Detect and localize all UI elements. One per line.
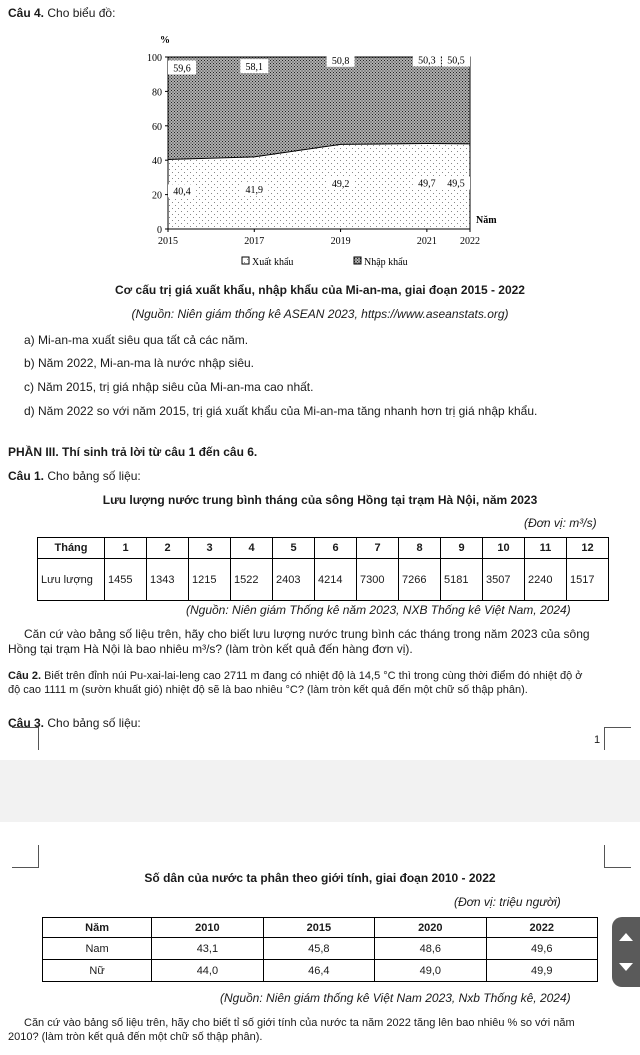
flow-value-cell: 2240 <box>525 559 567 601</box>
flow-month-cell: 12 <box>567 538 609 559</box>
q1-header <box>8 469 141 484</box>
q1-intro: Cho bảng số liệu: <box>47 469 141 483</box>
flow-month-cell: 9 <box>441 538 483 559</box>
q4-header <box>8 6 115 21</box>
legend-export-label: Xuất khẩu <box>252 257 294 268</box>
scroll-buttons <box>612 917 640 987</box>
page-gap <box>0 760 640 822</box>
import-data-label: 59,6 <box>173 63 191 75</box>
population-row-label: Nữ <box>43 960 152 982</box>
x-tick-label: 2022 <box>460 236 480 247</box>
flow-month-cell: 1 <box>105 538 147 559</box>
flow-value-cell: 2403 <box>273 559 315 601</box>
legend-import-swatch <box>354 257 361 264</box>
import-data-label: 50,8 <box>331 55 350 67</box>
q3-intro: Cho bảng số liệu: <box>47 716 141 730</box>
crop-mark-bottom-right <box>604 845 631 868</box>
population-row-label: Nam <box>43 938 152 960</box>
y-tick-label: 80 <box>152 87 162 99</box>
q1-unit: (Đơn vị: m³/s) <box>524 516 597 530</box>
flow-month-cell: 6 <box>315 538 357 559</box>
q4-statement-c: c) Năm 2015, trị giá nhập siêu của Mi-an-ma cao nhất. <box>24 380 314 394</box>
y-tick-label: 100 <box>147 53 162 64</box>
population-row-female <box>43 960 598 982</box>
flow-value-cell: 1522 <box>231 559 273 601</box>
part3-title: PHẦN III. Thí sinh trả lời từ câu 1 đến câu 6. <box>8 445 258 459</box>
flow-value-cell: 1215 <box>189 559 231 601</box>
scroll-up-icon[interactable] <box>619 933 633 941</box>
flow-table-flow-row <box>38 559 609 601</box>
x-axis-label: Năm <box>476 215 497 226</box>
flow-table-month-header: Tháng <box>38 538 105 559</box>
flow-value-cell: 1343 <box>147 559 189 601</box>
flow-month-cell: 8 <box>399 538 441 559</box>
y-tick-label: 0 <box>157 225 162 236</box>
x-tick-label: 2021 <box>416 236 437 247</box>
legend-import-label: Nhập khẩu <box>364 257 408 268</box>
q1-source: (Nguồn: Niên giám Thống kê năm 2023, NXB Thống kê Việt Nam, 2024) <box>186 603 571 617</box>
q4-statement-a: a) Mi-an-ma xuất siêu qua tất cả các năm. <box>24 333 249 347</box>
y-tick-label: 40 <box>152 156 162 168</box>
flow-month-cell: 10 <box>483 538 525 559</box>
flow-value-cell: 7300 <box>357 559 399 601</box>
population-value-cell: 49,0 <box>375 960 486 982</box>
population-year-cell: 2010 <box>152 918 263 938</box>
crop-mark-top-left <box>12 727 39 750</box>
flow-value-cell: 1455 <box>105 559 147 601</box>
population-year-cell: 2022 <box>486 918 597 938</box>
flow-table <box>37 537 609 601</box>
export-data-label: 40,4 <box>173 186 191 198</box>
population-value-cell: 49,6 <box>486 938 597 960</box>
population-value-cell: 49,9 <box>486 960 597 982</box>
export-data-label: 49,2 <box>331 178 350 190</box>
population-table-header-row <box>43 918 598 938</box>
flow-value-cell: 1517 <box>567 559 609 601</box>
export-data-label: 49,7 <box>418 178 436 190</box>
q3-heading: Câu 3. <box>8 716 45 730</box>
flow-month-cell: 4 <box>231 538 273 559</box>
q1-table-title: Lưu lượng nước trung bình tháng của sông Hồng tại trạm Hà Nội, năm 2023 <box>102 493 538 507</box>
population-table <box>42 917 598 982</box>
y-axis-label: % <box>160 35 170 46</box>
crop-mark-bottom-left <box>12 845 39 868</box>
flow-month-cell: 2 <box>147 538 189 559</box>
q2-heading: Câu 2. <box>8 670 42 682</box>
crop-mark-top-right <box>604 727 631 750</box>
q2-text: Biết trên đỉnh núi Pu-xai-lai-leng cao 2711 m đang có nhiệt độ là 14,5 °C thì trong cùng thời điểm đó nhiệt độ ở độ cao 1111 m (sườn khuất gió) nhiệt độ sẽ là bao nhiêu °C? (làm tròn kết quả đến một chữ số thập phân). <box>8 670 583 696</box>
population-value-cell: 48,6 <box>375 938 486 960</box>
import-data-label: 50,5 <box>447 55 465 67</box>
q4-statement-b: b) Năm 2022, Mi-an-ma là nước nhập siêu. <box>24 356 255 370</box>
export-data-label: 49,5 <box>447 178 465 190</box>
q4-heading: Câu 4. <box>8 6 45 20</box>
flow-month-cell: 11 <box>525 538 567 559</box>
x-tick-label: 2019 <box>330 236 351 247</box>
page-number: 1 <box>594 734 601 746</box>
population-value-cell: 43,1 <box>152 938 263 960</box>
export-data-label: 41,9 <box>245 185 264 197</box>
flow-value-cell: 3507 <box>483 559 525 601</box>
q3-question: Căn cứ vào bảng số liệu trên, hãy cho biết tỉ số giới tính của nước ta năm 2022 tăng lên bao nhiêu % so với năm 2010? (làm tròn kết quả đến một chữ số thập phân). <box>8 1017 575 1043</box>
export-import-area-chart <box>120 30 520 280</box>
y-tick-label: 20 <box>152 190 162 202</box>
import-data-label: 50,3 <box>418 55 436 67</box>
flow-table-flow-header: Lưu lượng <box>38 559 105 601</box>
population-year-cell: 2020 <box>375 918 486 938</box>
legend-export-swatch <box>242 257 249 264</box>
q4-chart-title: Cơ cấu trị giá xuất khẩu, nhập khẩu của Mi-an-ma, giai đoạn 2015 - 2022 <box>115 283 525 297</box>
flow-value-cell: 7266 <box>399 559 441 601</box>
population-value-cell: 46,4 <box>263 960 374 982</box>
q1-question: Căn cứ vào bảng số liệu trên, hãy cho biết lưu lượng nước trung bình các tháng trong năm 2023 của sông Hồng tại trạm Hà Nội là bao nhiêu m³/s? (làm tròn kết quả đến hàng đơn vị). <box>8 627 590 656</box>
q3-table-title: Số dân của nước ta phân theo giới tính, giai đoạn 2010 - 2022 <box>144 871 496 885</box>
population-year-header: Năm <box>43 918 152 938</box>
scroll-down-icon[interactable] <box>619 963 633 971</box>
flow-month-cell: 5 <box>273 538 315 559</box>
flow-month-cell: 3 <box>189 538 231 559</box>
q1-heading: Câu 1. <box>8 469 45 483</box>
q3-source: (Nguồn: Niên giám thống kê Việt Nam 2023, Nxb Thống kê, 2024) <box>220 991 571 1005</box>
q4-chart-source: (Nguồn: Niên giám thống kê ASEAN 2023, https://www.aseanstats.org) <box>131 307 509 321</box>
q3-unit: (Đơn vị: triệu người) <box>454 895 561 909</box>
q2-block <box>8 669 596 697</box>
flow-month-cell: 7 <box>357 538 399 559</box>
population-value-cell: 45,8 <box>263 938 374 960</box>
x-tick-label: 2015 <box>158 236 178 247</box>
population-year-cell: 2015 <box>263 918 374 938</box>
flow-value-cell: 5181 <box>441 559 483 601</box>
population-row-male <box>43 938 598 960</box>
q4-intro: Cho biểu đồ: <box>47 6 116 20</box>
population-value-cell: 44,0 <box>152 960 263 982</box>
import-data-label: 58,1 <box>245 62 264 74</box>
flow-value-cell: 4214 <box>315 559 357 601</box>
flow-table-month-row <box>38 538 609 559</box>
q4-statement-d: d) Năm 2022 so với năm 2015, trị giá xuất khẩu của Mi-an-ma tăng nhanh hơn trị giá nhập khẩu. <box>24 404 538 418</box>
y-tick-label: 60 <box>152 121 162 133</box>
x-tick-label: 2017 <box>244 236 265 247</box>
